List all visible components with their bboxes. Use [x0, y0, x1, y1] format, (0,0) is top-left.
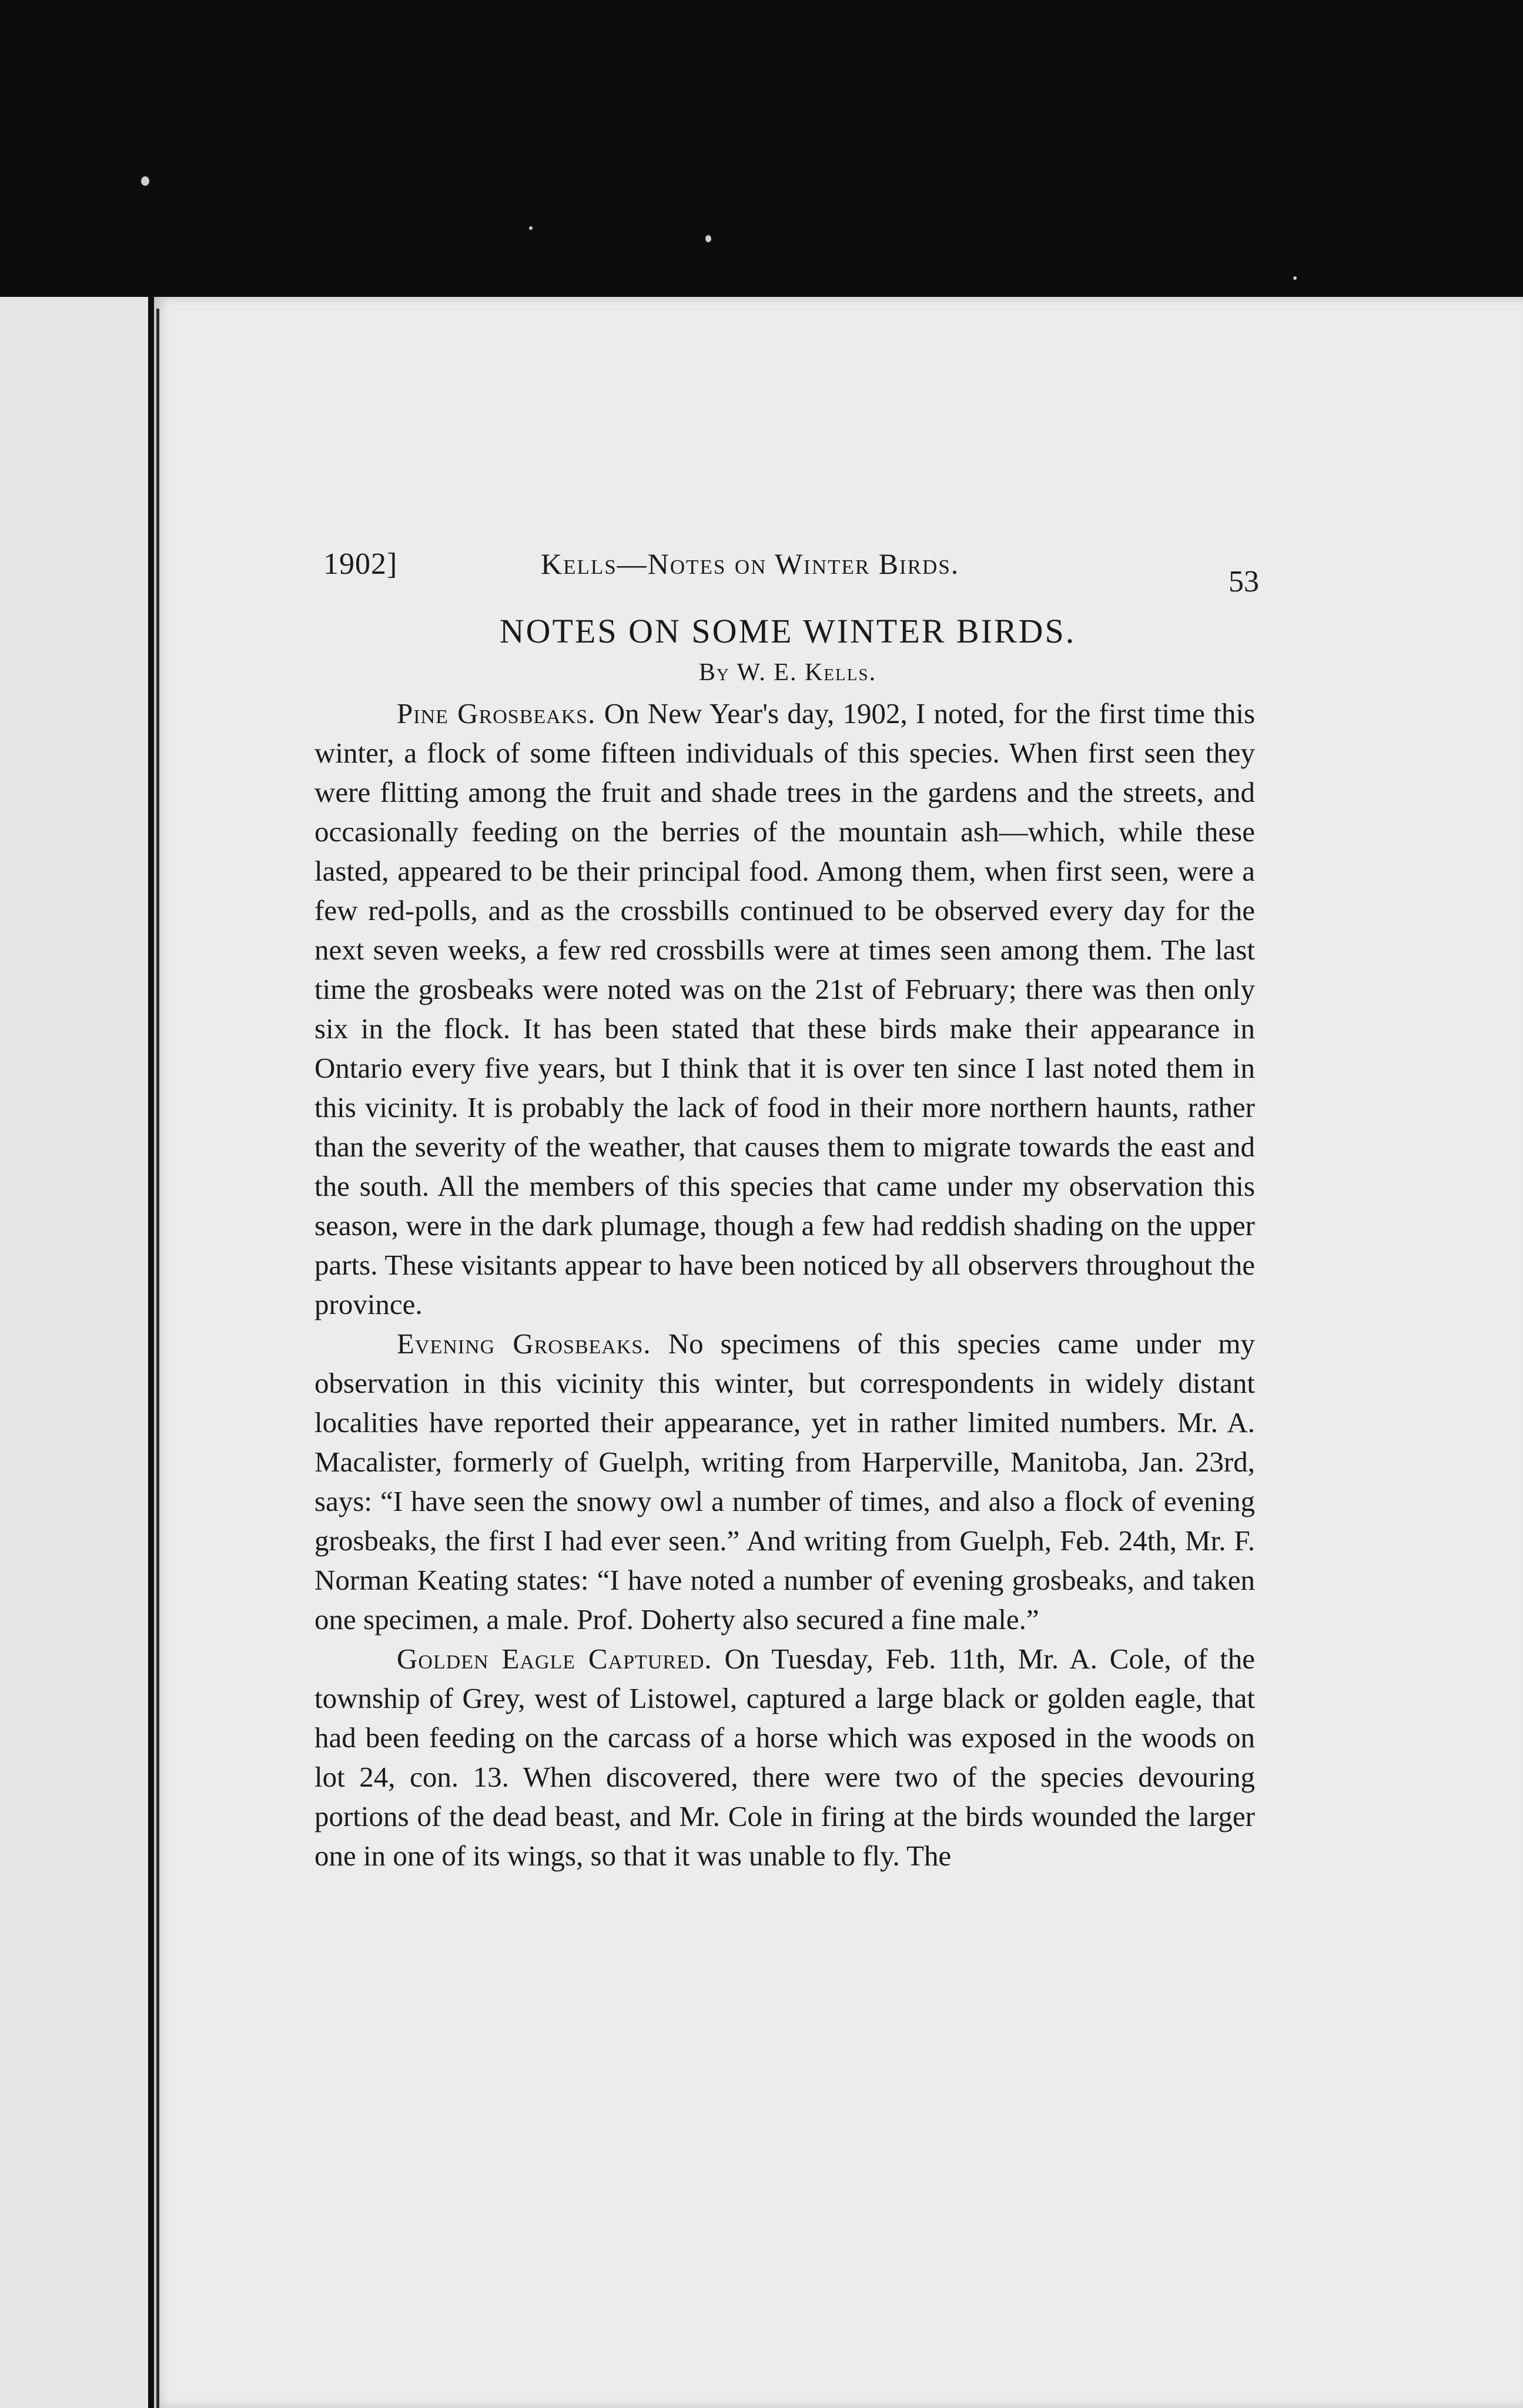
paragraph-pine-grosbeaks	[314, 694, 1255, 1324]
running-head	[323, 535, 1264, 582]
scan-speck	[1293, 276, 1297, 280]
article-title: NOTES ON SOME WINTER BIRDS.	[499, 612, 1076, 650]
running-head-year: 1902]	[323, 547, 398, 581]
article-byline: By W. E. Kells.	[698, 659, 877, 686]
paragraph-lead: Golden Eagle Captured.	[397, 1643, 712, 1675]
paragraph-text: No specimens of this species came under my observation in this vicinity this winter, but correspondents in widely distant localities have reported their appearance, yet in rather limited numbers. Mr. A. Macalister, formerly of Guelph, writing from Harperville, Manitoba, Jan. 23rd, says: “I have seen the snowy owl a number of times, and also a flock of evening grosbeaks, the first I had ever seen.” And writing from Guelph, Feb. 24th, Mr. F. Norman Keating states: “I have noted a number of evening grosbeaks, and taken one specimen, a male. Prof. Doherty also secured a fine male.”	[314, 1327, 1256, 1636]
page-number: 53	[1229, 565, 1259, 598]
paragraph-golden-eagle	[314, 1639, 1255, 1875]
article-body	[314, 694, 1255, 1875]
paragraph-evening-grosbeaks	[314, 1324, 1255, 1639]
scan-speck	[529, 226, 533, 230]
paragraph-text: On Tuesday, Feb. 11th, Mr. A. Cole, of the township of Grey, west of Listowel, captured a large black or golden eagle, that had been feeding on the carcass of a horse which was exposed in the woods on lot 24, con. 13. When discovered, there were two of the species devouring portions of the dead beast, and Mr. Cole in firing at the birds wounded the larger one in one of its wings, so that it was unable to fly. The	[314, 1643, 1255, 1872]
paragraph-lead: Evening Grosbeaks.	[397, 1327, 651, 1360]
facing-page-edge	[0, 297, 148, 2408]
page-gutter	[156, 309, 159, 2408]
scan-speck	[705, 235, 711, 242]
paragraph-text: On New Year's day, 1902, I noted, for the first time this winter, a flock of some fifteen individuals of this species. When first seen they were flitting among the fruit and shade trees in the gardens and the streets, and occasionally feeding on the berries of the mountain ash—which, while these lasted, appeared to be their principal food. Among them, when first seen, were a few red-polls, and as the crossbills continued to be observed every day for the next seven weeks, a few red crossbills were at times seen among them. The last time the grosbeaks were noted was on the 21st of February; there was then only six in the flock. It has been stated that these birds make their appearance in Ontario every five years, but I think that it is over ten since I last noted them in this vicinity. It is probably the lack of food in their more northern haunts, rather than the severity of the weather, that causes them to migrate towards the east and the south. All the members of this species that came under my observation this season, were in the dark plumage, though a few had reddish shading on the upper parts. These visitants appear to have been noticed by all observers throughout the province.	[314, 697, 1256, 1320]
running-head-title: Kells—Notes on Winter Birds.	[541, 547, 960, 580]
scan-speck	[141, 176, 149, 186]
paragraph-lead: Pine Grosbeaks.	[397, 697, 596, 730]
